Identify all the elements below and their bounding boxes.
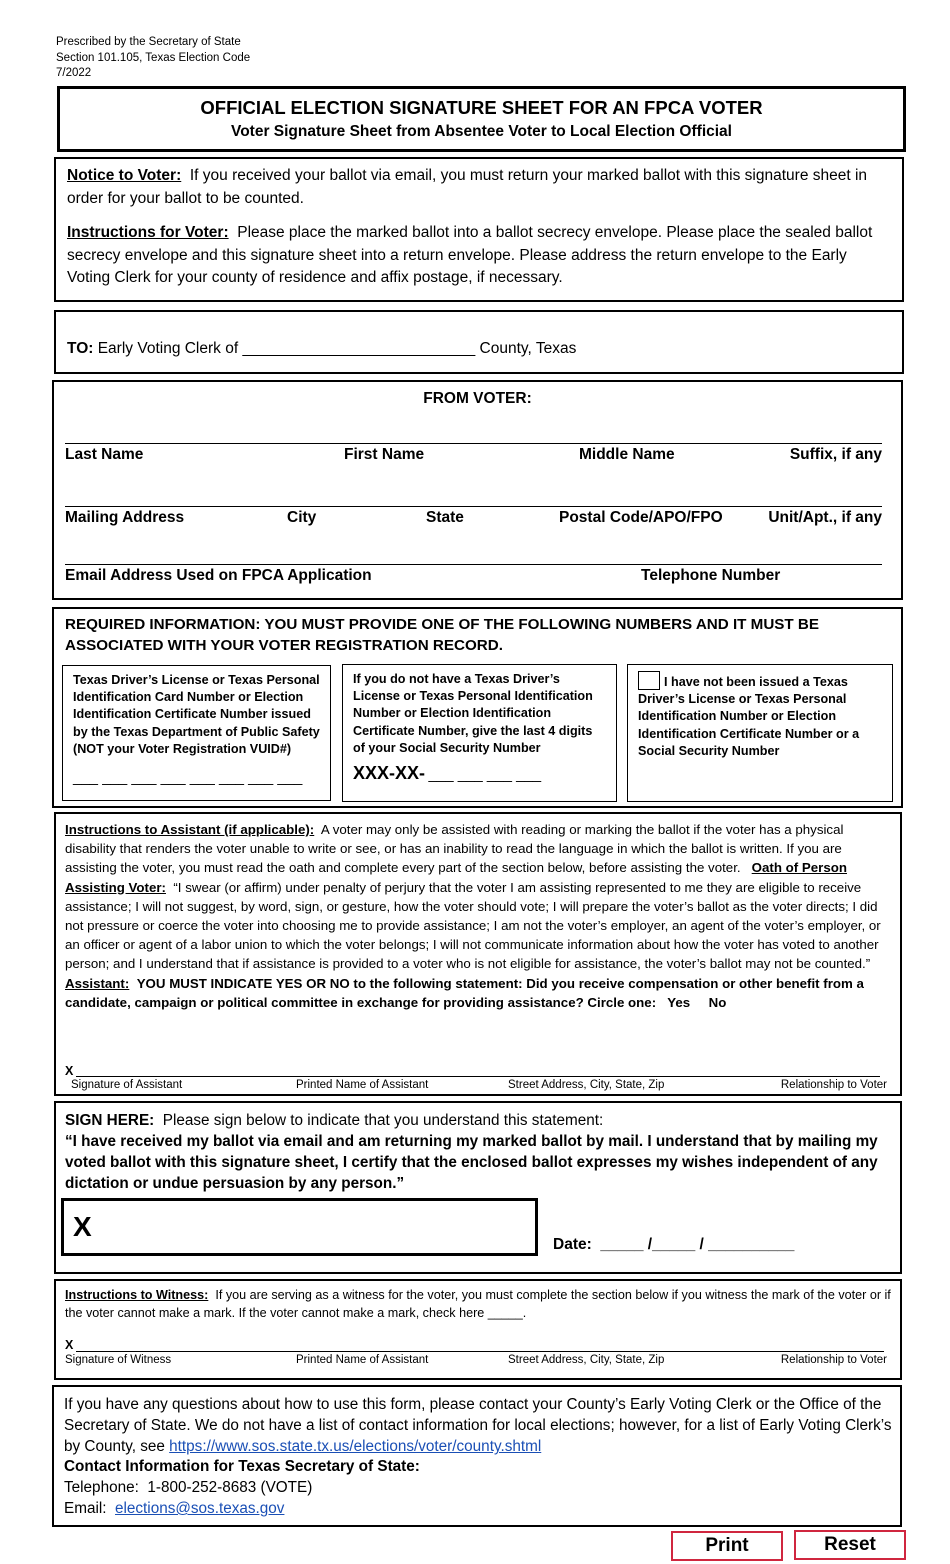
notice-box [54, 157, 904, 302]
reset-button[interactable]: Reset [794, 1530, 906, 1560]
to-line [67, 340, 576, 358]
no-option[interactable]: No [708, 994, 727, 1010]
from-voter-box [52, 380, 903, 600]
page-title: OFFICIAL ELECTION SIGNATURE SHEET FOR AN FPCA VOTER [200, 97, 763, 118]
assistant-paragraph [65, 820, 893, 1012]
date-label: Date: [553, 1236, 592, 1253]
to-text-before: Early Voting Clerk of [97, 340, 239, 357]
assistant-instr-label: Instructions to Assistant (if applicable): [65, 822, 315, 837]
middle-name-label: Middle Name [579, 446, 675, 463]
required-info-box [52, 607, 903, 808]
email-label-contact: Email: [64, 1500, 107, 1517]
assistant-box [54, 812, 902, 1096]
contact-paragraph [64, 1394, 892, 1458]
witness-x-mark: X [65, 1338, 74, 1352]
ssn-box [342, 664, 617, 802]
assistant-label: Assistant: [65, 975, 130, 991]
witness-relationship-caption: Relationship to Voter [780, 1354, 887, 1366]
assistant-signature-caption: Signature of Assistant [71, 1079, 183, 1091]
notice-paragraph [67, 165, 892, 210]
name-line[interactable] [65, 443, 882, 444]
instructions-label: Instructions for Voter: [67, 224, 229, 241]
county-list-link[interactable]: https://www.sos.state.tx.us/elections/voter/county.shtml [169, 1438, 542, 1456]
state-label: State [426, 509, 464, 526]
assistant-x-mark: X [65, 1064, 74, 1078]
last-name-label: Last Name [65, 446, 144, 463]
license-box [62, 665, 331, 801]
ssn-blanks[interactable]: ___ ___ ___ ___ [428, 766, 542, 783]
ssn-field [353, 765, 541, 784]
license-text: Texas Driver’s License or Texas Personal Identification Card Number or Election Identification Certificate Number issued by the Texas Department of Public Safety (NOT your Voter Registration VUID#) [73, 673, 320, 756]
sign-statement: “I have received my ballot via email and am returning my marked ballot by mail. I understand that by mailing my voted ballot with this signature sheet, I certify that the enclosed ballot expresses my wishes independent of any dictation or undue persuasion by any person.” [65, 1133, 878, 1192]
to-box [54, 310, 904, 374]
sign-intro: Please sign below to indicate that you understand this statement: [162, 1112, 604, 1129]
to-text-after: County, Texas [479, 340, 577, 357]
mailing-address-label: Mailing Address [65, 509, 185, 526]
ssn-text: If you do not have a Texas Driver’s License or Texas Personal Identification Number or Election Identification Certificate Number, give the last 4 digits of your Social Security Number [353, 672, 593, 755]
first-name-label: First Name [344, 446, 425, 463]
notice-text: If you received your ballot via email, you must return your marked ballot with this signature sheet in order for your ballot to be counted. [67, 167, 868, 207]
sign-paragraph [65, 1110, 891, 1194]
form-date: 7/2022 [56, 67, 92, 79]
from-voter-title: FROM VOTER: [423, 390, 532, 407]
assistant-relationship-caption: Relationship to Voter [780, 1079, 887, 1091]
unit-label: Unit/Apt., if any [768, 509, 882, 526]
title-box [57, 86, 906, 152]
instructions-text: Please place the marked ballot into a ballot secrecy envelope. Please place the sealed ballot secrecy envelope and this signature sheet into a return envelope. Please address the return envelope to the Early Voting Clerk for your county of residence and affix postage, if necessary. [67, 224, 873, 286]
sign-label: SIGN HERE: [65, 1112, 155, 1129]
voter-x-mark: X [73, 1211, 92, 1242]
email-label: Email Address Used on FPCA Application [65, 567, 372, 584]
contact-phone-line [64, 1479, 312, 1497]
email-link[interactable]: elections@sos.texas.gov [115, 1500, 285, 1517]
ssn-prefix: XXX-XX- [353, 763, 426, 783]
date-field [553, 1236, 794, 1254]
sign-here-box [54, 1101, 902, 1274]
contact-text: If you have any questions about how to use this form, please contact your County’s Early Voting Clerk or the Office of the Secretary of State. We do not have a list of contact information for local elections; however, for a list of Early Voting Clerk’s by County, see [64, 1396, 892, 1456]
page-subtitle: Voter Signature Sheet from Absentee Voter to Local Election Official [231, 123, 732, 140]
no-id-checkbox[interactable] [638, 671, 660, 690]
witness-paragraph [65, 1286, 893, 1322]
no-id-text: I have not been issued a Texas Driver’s License or Texas Personal Identification Number or Election Identification Certificate Number or a Social Security Number [638, 675, 860, 758]
prescribed-text: Prescribed by the Secretary of State [56, 36, 241, 48]
oath-label: Oath of Person Assisting Voter: [65, 860, 847, 895]
email-phone-line[interactable] [65, 564, 882, 565]
postal-code-label: Postal Code/APO/FPO [559, 509, 723, 526]
assistant-instr-text: A voter may only be assisted with reading or marking the ballot if the voter has a physical disability that renders the voter unable to write or see, or has an inability to read the language in which the ballot is written. If you are assisting the voter, you must read the oath and complete every part of the section below, before assisting the voter. [65, 822, 844, 876]
address-line[interactable] [65, 506, 882, 507]
witness-instr-label: Instructions to Witness: [65, 1288, 209, 1302]
assistant-address-caption: Street Address, City, State, Zip [508, 1079, 665, 1091]
instructions-paragraph [67, 222, 892, 290]
section-text: Section 101.105, Texas Election Code [56, 51, 251, 64]
voter-signature-box[interactable] [61, 1198, 538, 1256]
to-label: TO: [67, 340, 94, 357]
contact-box [52, 1385, 902, 1527]
date-blanks[interactable]: _____ /_____ / __________ [600, 1236, 795, 1253]
oath-text: “I swear (or affirm) under penalty of perjury that the voter I am assisting represented to me they are eligible to receive assistance; I will not suggest, by word, sign, or gesture, how the voter should vote; I will prepare the voter’s ballot as the voter directs; I did not pressure or coerce the voter into choosing me to provide assistance; I am not the voter’s employer, an agent of the voter’s employer, or an officer or agent of a labor union to which the voter belongs; I will not communicate information about how the voter has voted to another person; and I understand that if assistance is provided to a voter who is not eligible for assistance, the voter’s ballot may not be counted.” [65, 879, 881, 972]
witness-signature-caption: Signature of Witness [65, 1354, 172, 1366]
county-blank[interactable]: ___________________________ [242, 340, 476, 357]
contact-heading: Contact Information for Texas Secretary of State: [64, 1458, 420, 1475]
telephone-label: Telephone Number [641, 567, 781, 584]
required-heading: REQUIRED INFORMATION: YOU MUST PROVIDE ONE OF THE FOLLOWING NUMBERS AND IT MUST BE ASSOCIATED WITH YOUR VOTER REGISTRATION RECORD. [65, 616, 820, 654]
print-button[interactable]: Print [671, 1531, 783, 1561]
city-label: City [287, 509, 317, 526]
assistant-question: YOU MUST INDICATE YES OR NO to the following statement: Did you receive compensation or other benefit from a candidate, campaign or political committee in exchange for providing assistance? Circle one: [65, 975, 864, 1010]
suffix-label: Suffix, if any [789, 446, 882, 463]
phone-number: 1-800-252-8683 (VOTE) [147, 1479, 313, 1496]
phone-label: Telephone: [64, 1479, 139, 1496]
witness-address-caption: Street Address, City, State, Zip [508, 1354, 665, 1366]
notice-label: Notice to Voter: [67, 167, 182, 184]
contact-email-line [64, 1500, 284, 1518]
witness-instr-text: If you are serving as a witness for the voter, you must complete the section below if you witness the mark of the voter or if the voter cannot make a mark. If the voter cannot make a mark, check here _____. [65, 1288, 891, 1320]
no-id-box [627, 664, 893, 802]
yes-option[interactable]: Yes [667, 994, 691, 1010]
witness-box [54, 1279, 902, 1380]
witness-printed-name-caption: Printed Name of Assistant [296, 1354, 429, 1366]
assistant-printed-name-caption: Printed Name of Assistant [296, 1079, 429, 1091]
assistant-signature-line[interactable] [76, 1076, 880, 1077]
license-number-blanks[interactable]: ___ ___ ___ ___ ___ ___ ___ ___ [73, 769, 303, 786]
witness-signature-line[interactable] [76, 1351, 884, 1352]
